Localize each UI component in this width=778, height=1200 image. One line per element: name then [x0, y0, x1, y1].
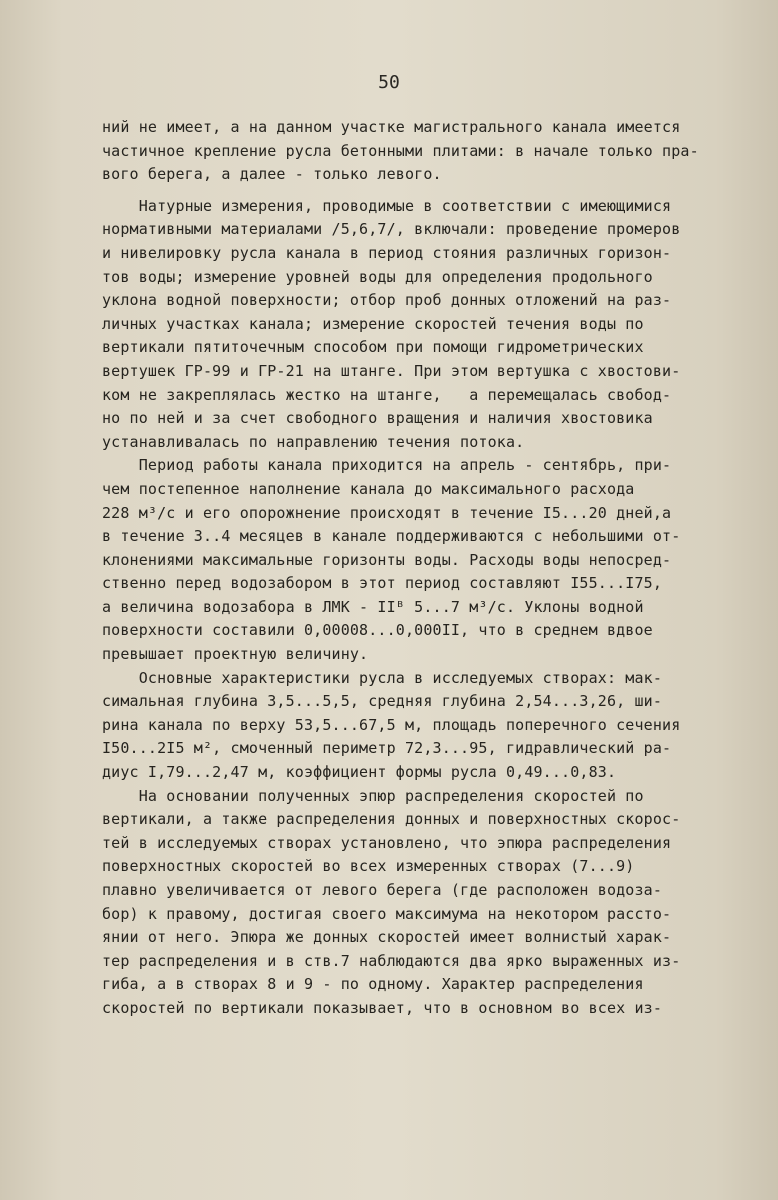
text-line: и нивелировку русла канала в период стояния различных горизон-	[102, 243, 672, 262]
text-line: тей в исследуемых створах установлено, что эпюра распределения	[102, 833, 672, 852]
text-line: Натурные измерения, проводимые в соответствии с имеющимися	[102, 196, 672, 215]
text-line: бор) к правому, достигая своего максимума на некотором рассто-	[102, 904, 672, 923]
text-line: гиба, а в створах 8 и 9 - по одному. Характер распределения	[102, 975, 644, 994]
text-line: поверхностных скоростей во всех измеренных створах (7...9)	[102, 857, 635, 876]
text-line: плавно увеличивается от левого берега (где расположен водоза-	[102, 881, 663, 899]
text-line: тов воды; измерение уровней воды для определения продольного	[102, 267, 653, 286]
text-line: Основные характеристики русла в исследуемых створах: мак-	[102, 668, 663, 687]
text-line: На основании полученных эпюр распределения скоростей по	[102, 786, 644, 805]
text-line: вертикали пятиточечным способом при помощи гидрометрических	[102, 338, 644, 357]
text-line: вого берега, а далее - только левого.	[102, 165, 442, 184]
text-line: I50...2I5 м², смоченный периметр 72,3...95, гидравлический ра-	[102, 739, 672, 758]
text-line: поверхности составили 0,00008...0,000II, что в среднем вдвое	[102, 621, 653, 640]
text-line: симальная глубина 3,5...5,5, средняя глубина 2,54...3,26, ши-	[102, 692, 663, 711]
text-line: скоростей по вертикали показывает, что в основном во всех из-	[102, 998, 663, 1017]
text-line: клонениями максимальные горизонты воды. Расходы воды непосред-	[102, 550, 672, 569]
text-line: чем постепенное наполнение канала до максимального расхода	[102, 479, 635, 498]
text-line: вертикали, а также распределения донных и поверхностных скорос-	[102, 810, 681, 829]
text-line: но по ней и за счет свободного вращения и наличия хвостовика	[102, 409, 653, 428]
text-line: ний не имеет, а на данном участке магистрального канала имеется	[102, 118, 681, 136]
text-line: личных участках канала; измерение скоростей течения воды по	[102, 314, 644, 333]
page-number: 50	[378, 72, 400, 93]
text-line: рина канала по верху 53,5...67,5 м, площадь поперечного сечения	[102, 715, 681, 734]
text-line: диус I,79...2,47 м, коэффициент формы русла 0,49...0,83.	[102, 763, 617, 782]
text-line: тер распределения и в ств.7 наблюдаются два ярко выраженных из-	[102, 951, 681, 970]
body-text	[102, 116, 722, 1021]
text-line: вертушек ГР-99 и ГР-21 на штанге. При этом вертушка с хвостови-	[102, 361, 681, 380]
text-line: в течение 3..4 месяцев в канале поддерживаются с небольшими от-	[102, 527, 681, 546]
text-line: устанавливалась по направлению течения потока.	[102, 432, 525, 451]
text-line: частичное крепление русла бетонными плитами: в начале только пра-	[102, 141, 699, 160]
text-line: нормативными материалами /5,6,7/, включали: проведение промеров	[102, 220, 681, 239]
text-line: а величина водозабора в ЛМК - IIᴮ 5...7 м³/с. Уклоны водной	[102, 597, 644, 616]
text-line: ственно перед водозабором в этот период составляют I55...I75,	[102, 574, 663, 593]
text-line: янии от него. Эпюра же донных скоростей имеет волнистый харак-	[102, 928, 672, 947]
text-line: превышает проектную величину.	[102, 645, 369, 664]
text-line: ком не закреплялась жестко на штанге, а перемещалась свобод-	[102, 385, 672, 404]
text-line: Период работы канала приходится на апрель - сентябрь, при-	[102, 456, 672, 475]
text-line: 228 м³/с и его опорожнение происходят в течение I5...20 дней,а	[102, 503, 672, 522]
paragraph-gap	[102, 187, 722, 195]
text-line: уклона водной поверхности; отбор проб донных отложений на раз-	[102, 291, 672, 310]
